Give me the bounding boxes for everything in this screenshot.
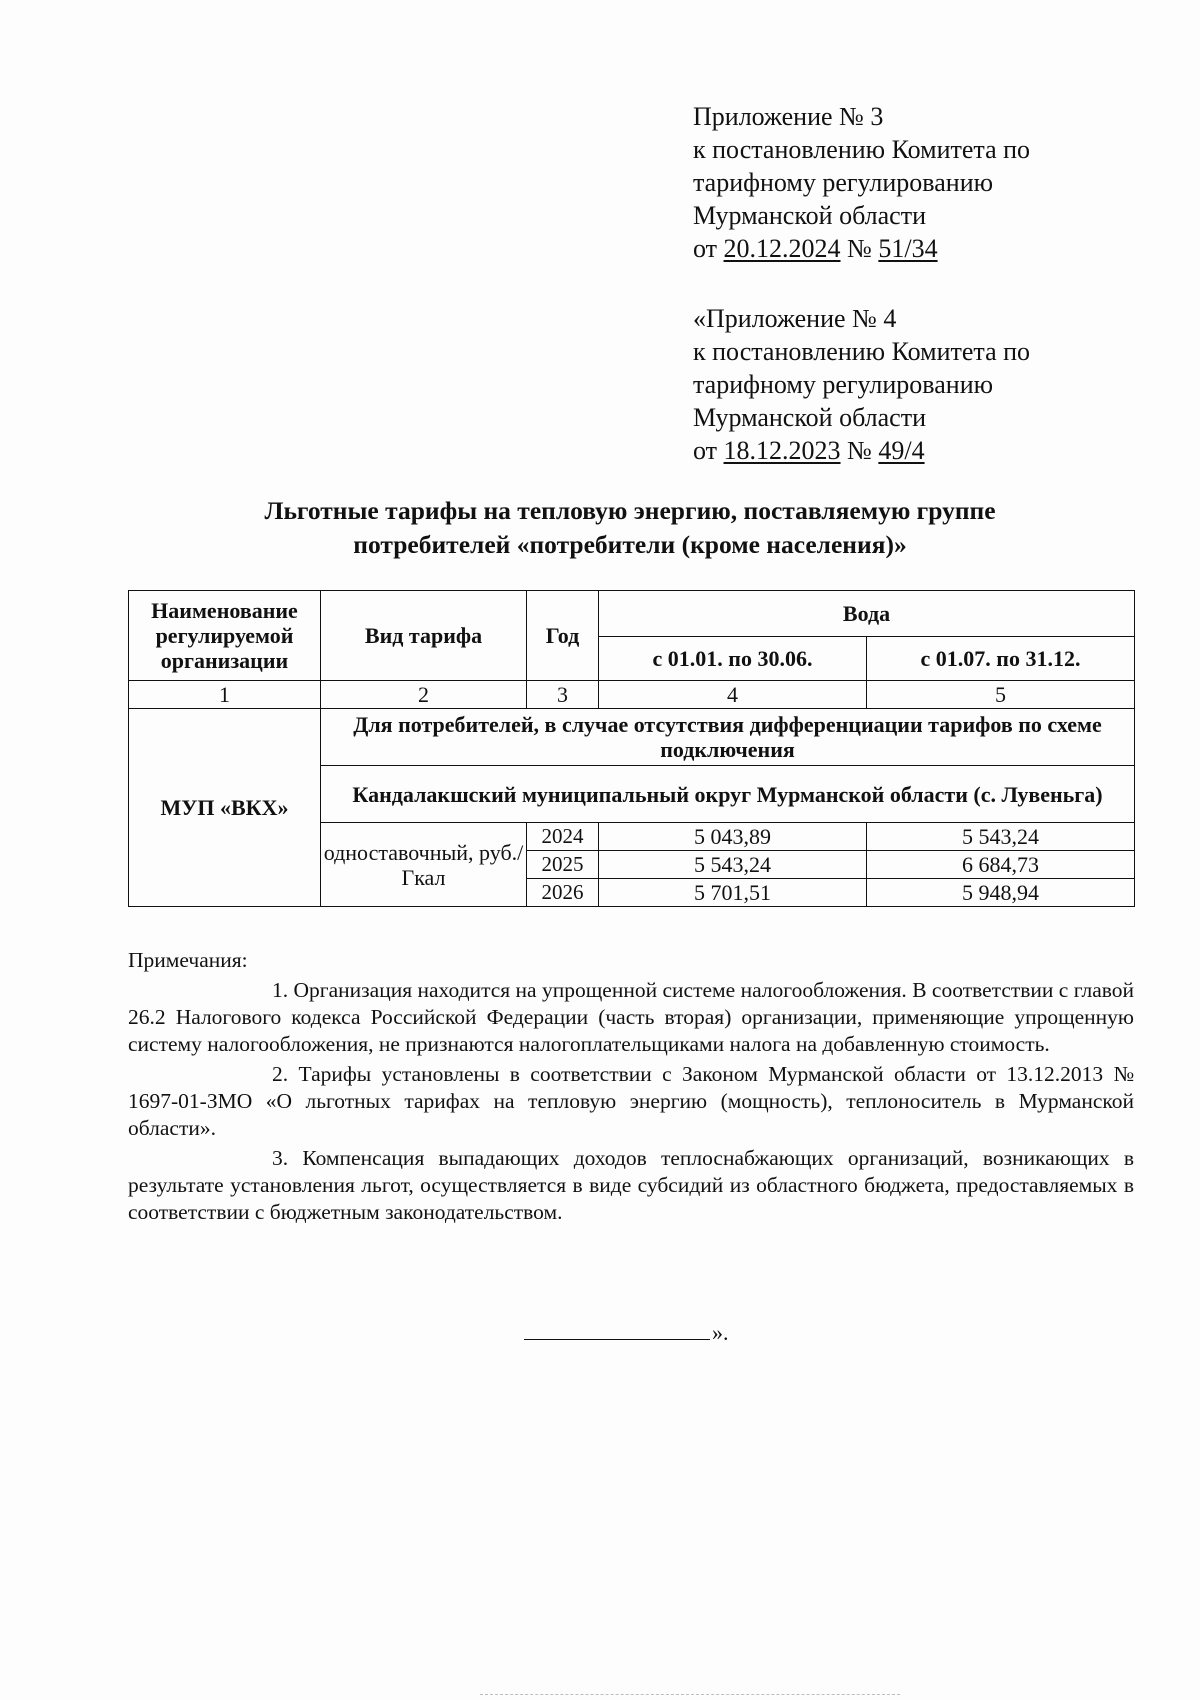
header-period-1: с 01.01. по 30.06. <box>599 637 867 681</box>
column-number: 1 <box>129 681 321 709</box>
annex-header-previous <box>693 302 1030 467</box>
tariff-kind: одноставочный, руб./Гкал <box>321 823 527 907</box>
annex-line: тарифному регулированию <box>693 370 994 399</box>
date-prefix: от <box>693 436 724 465</box>
row-year: 2025 <box>527 851 599 879</box>
document-title <box>130 494 1130 562</box>
annex-line: к постановлению Комитета по <box>693 337 1031 366</box>
column-number: 5 <box>867 681 1135 709</box>
closing-mark <box>524 1320 729 1346</box>
table-header-row <box>129 591 1135 637</box>
annex-header-current <box>693 100 1030 265</box>
territory-label: Кандалакшский муниципальный округ Мурманской области (с. Лувеньга) <box>321 766 1135 823</box>
note-item <box>128 977 1134 1058</box>
annex-title: Приложение № 3 <box>693 102 884 131</box>
column-number: 3 <box>527 681 599 709</box>
header-year: Год <box>527 591 599 681</box>
header-period-2: с 01.07. по 31.12. <box>867 637 1135 681</box>
scan-footer-artifact <box>480 1694 900 1697</box>
note-text: Организация находится на упрощенной системе налогообложения. В соответствии с главой 26.2 Налогового кодекса Российской Федерации (часть вторая) организации, применяющие упрощенную систему налогообложения, не признаются налогоплательщиками налога на добавленную стоимость. <box>128 978 1135 1056</box>
number-prefix: № <box>840 234 879 263</box>
row-year: 2026 <box>527 879 599 907</box>
note-number: 2. <box>272 1062 289 1086</box>
header-organization: Наименование регулируемой организации <box>129 591 321 681</box>
annex-date: 20.12.2024 <box>723 234 841 263</box>
annex-date-line <box>693 434 1030 467</box>
note-item <box>128 1061 1134 1142</box>
closing-quote: ». <box>712 1320 729 1345</box>
row-year: 2024 <box>527 823 599 851</box>
row-period-2-value: 5 543,24 <box>867 823 1135 851</box>
header-water: Вода <box>599 591 1135 637</box>
note-number: 1. <box>272 978 289 1002</box>
annex-number: 51/34 <box>878 234 938 263</box>
column-number: 4 <box>599 681 867 709</box>
notes-heading: Примечания: <box>128 948 248 972</box>
annex-number: 49/4 <box>878 436 925 465</box>
annex-date: 18.12.2023 <box>723 436 841 465</box>
note-number: 3. <box>272 1146 289 1170</box>
date-prefix: от <box>693 234 724 263</box>
annex-date-line <box>693 232 1030 265</box>
annex-line: Мурманской области <box>693 201 926 230</box>
number-prefix: № <box>840 436 879 465</box>
note-item <box>128 1145 1134 1226</box>
row-period-1-value: 5 701,51 <box>599 879 867 907</box>
group-row <box>129 709 1135 766</box>
column-number: 2 <box>321 681 527 709</box>
annex-line: к постановлению Комитета по <box>693 135 1031 164</box>
annex-line: Мурманской области <box>693 403 926 432</box>
title-line: потребителей «потребители (кроме населения)» <box>353 530 907 559</box>
organization-name: МУП «ВКХ» <box>129 709 321 907</box>
notes-section <box>128 947 1134 1229</box>
closing-rule <box>524 1339 710 1340</box>
header-tariff-type: Вид тарифа <box>321 591 527 681</box>
row-period-1-value: 5 543,24 <box>599 851 867 879</box>
consumer-group-label: Для потребителей, в случае отсутствия дифференциации тарифов по схеме подключения <box>321 709 1135 766</box>
row-period-2-value: 6 684,73 <box>867 851 1135 879</box>
note-text: Компенсация выпадающих доходов теплоснабжающих организаций, возникающих в результате установления льгот, осуществляется в виде субсидий из областного бюджета, предоставляемых в соответствии с бюджетным законодательством. <box>128 1146 1134 1224</box>
row-period-2-value: 5 948,94 <box>867 879 1135 907</box>
annex-line: тарифному регулированию <box>693 168 994 197</box>
title-line: Льготные тарифы на тепловую энергию, поставляемую группе <box>264 496 996 525</box>
annex-title: «Приложение № 4 <box>693 304 897 333</box>
column-number-row <box>129 681 1135 709</box>
note-text: Тарифы установлены в соответствии с Законом Мурманской области от 13.12.2013 № 1697-01-ЗМО «О льготных тарифах на тепловую энергию (мощность), теплоноситель в Мурманской области». <box>128 1062 1135 1140</box>
tariff-table <box>128 590 1135 907</box>
row-period-1-value: 5 043,89 <box>599 823 867 851</box>
